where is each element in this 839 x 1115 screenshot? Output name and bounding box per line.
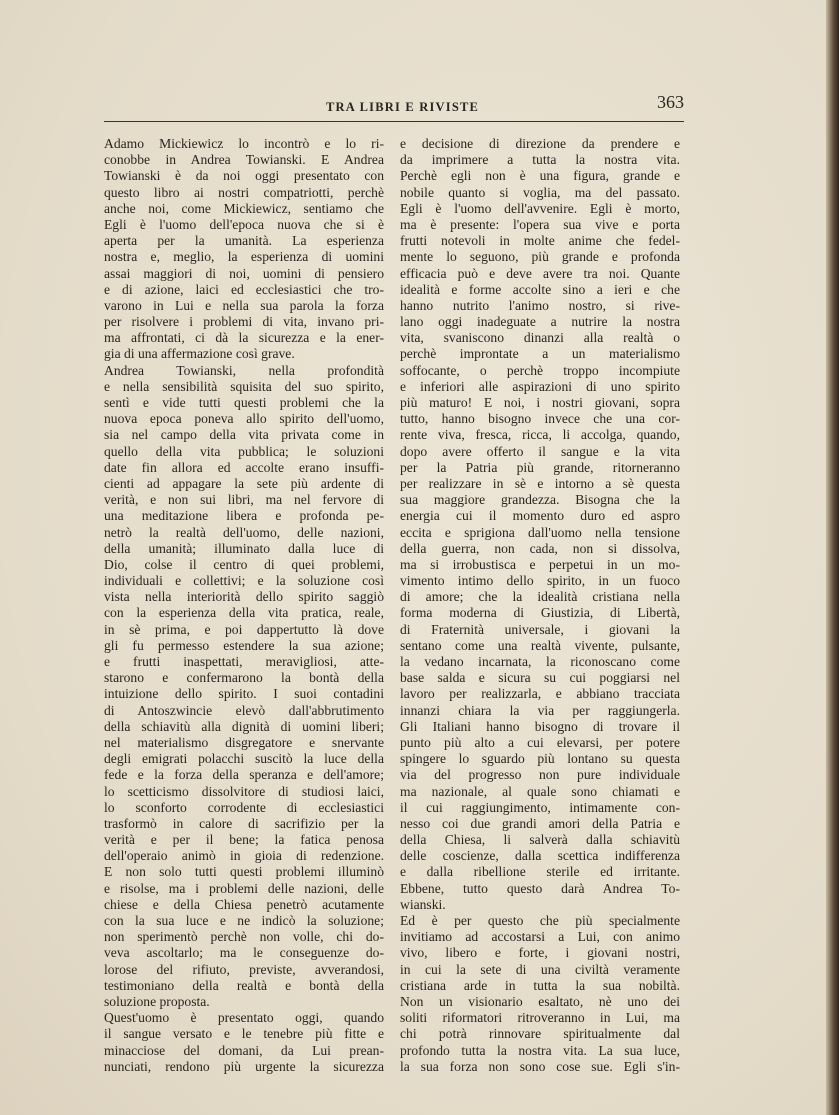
text-line: chiese e della Chiesa penetrò acutamente <box>104 896 384 912</box>
text-line: varono in Lui e nella sua parola la forza <box>104 297 384 313</box>
text-line: nesso coi due grandi amori della Patria e <box>400 815 680 831</box>
text-line: e di azione, laici ed ecclesiastici che tro- <box>104 281 384 297</box>
text-line: lo sconforto corrodente di ecclesiastici <box>104 799 384 815</box>
text-line: base salda e sicura su cui poggiarsi nel <box>400 670 680 686</box>
text-line: vita, svaniscono dinanzi alla realtà o <box>400 330 680 346</box>
text-line: di Antoszwincie elevò dall'abbrutimento <box>104 702 384 718</box>
text-line: sentano come una realtà vivente, pulsante, <box>400 637 680 653</box>
text-line: delle coscienze, dalla scettica indifferenza <box>400 848 680 864</box>
text-line: chi potrà rinnovare spiritualmente dal <box>400 1026 680 1042</box>
text-line: idealità e forme accolte sino a ieri e che <box>400 281 680 297</box>
text-line: cristiana arde in tutta la sua nobiltà. <box>400 977 680 993</box>
text-line: intuizione dello spirito. I suoi contadini <box>104 686 384 702</box>
text-line: e risolse, ma i problemi delle nazioni, delle <box>104 880 384 896</box>
text-line: sua maggiore grandezza. Bisogna che la <box>400 492 680 508</box>
text-line: Adamo Mickiewicz lo incontrò e lo ri- <box>104 136 384 151</box>
text-line: e dalla ribellione sterile ed irritante. <box>400 864 680 880</box>
text-line: da imprimere a tutta la nostra vita. <box>400 152 680 168</box>
text-line: wianski. <box>400 896 446 912</box>
text-line: veva ascoltarlo; ma le conseguenze do- <box>104 945 384 961</box>
text-line: profondo tutta la nostra vita. La sua luce, <box>400 1042 680 1058</box>
text-line: Egli è l'uomo dell'avvenire. Egli è morto, <box>400 200 680 216</box>
text-line: sia nel campo della vita privata come in <box>104 427 384 443</box>
left-column <box>104 136 384 1075</box>
text-line: gli fu permesso estendere la sua azione; <box>104 637 384 653</box>
text-line: e inferiori alle aspirazioni di uno spirito <box>400 378 680 394</box>
text-line: ma nazionale, al quale sono chiamati e <box>400 783 680 799</box>
text-line: starono e confermarono la bontà della <box>104 670 384 686</box>
text-line: in cui la sete di una civiltà veramente <box>400 961 680 977</box>
text-line: con la esperienza della vita pratica, reale, <box>104 605 384 621</box>
text-line: nunciati, rendono più urgente la sicurezza <box>104 1058 384 1074</box>
text-line: in sè prima, e poi dappertutto là dove <box>104 621 384 637</box>
text-line: della schiavitù alla dignità di uomini liberi; <box>104 718 384 734</box>
text-line: la vedano incarnata, la riconoscano come <box>400 654 680 669</box>
text-line: Dio, colse il centro di quei problemi, <box>104 556 384 572</box>
text-line: una meditazione libera e profonda pe- <box>104 508 384 524</box>
text-line: lavoro per realizzarla, e abbiano tracciata <box>400 686 680 702</box>
text-line: per realizzare in sè e intorno a sè questa <box>400 475 680 491</box>
text-line: anche noi, come Mickiewicz, sentiamo che <box>104 200 384 216</box>
text-line: della umanità; illuminato dalla luce di <box>104 540 384 556</box>
text-line: frutti notevoli in molte anime che fedel- <box>400 233 680 249</box>
text-line: aperta per la umanità. La esperienza <box>104 233 384 249</box>
text-line: gia di una affermazione così grave. <box>104 346 295 362</box>
text-line: quello della vita pubblica; le soluzioni <box>104 443 384 459</box>
text-line: Andrea Towianski, nella profondità <box>104 362 384 378</box>
text-line: lorose del rifiuto, previste, avverandosi, <box>104 961 384 977</box>
page-edge-shadow <box>826 0 839 1115</box>
text-line: mente lo seguono, più grande e profonda <box>400 249 680 265</box>
text-line: netrò la realtà dell'uomo, delle nazioni, <box>104 524 384 540</box>
text-line: sentì e vide tutti questi problemi che la <box>104 395 384 410</box>
text-line: verità, e non sui libri, ma nel fervore di <box>104 492 384 508</box>
text-line: Ed è per questo che più specialmente <box>400 913 680 928</box>
text-line: cienti ad appagare la sete più ardente di <box>104 475 384 491</box>
text-line: minacciose del domani, da Lui prean- <box>104 1042 384 1058</box>
text-line: spingere lo sguardo più lontano su questa <box>400 751 680 767</box>
text-line: per risolvere i problemi di vita, invano pri- <box>104 314 384 330</box>
text-line: nobile quanto si voglia, ma del passato. <box>400 184 680 200</box>
text-line: verità e per il bene; la fatica penosa <box>104 832 384 848</box>
text-line: più maturo! E noi, i nostri giovani, sopra <box>400 395 680 410</box>
text-line: lano oggi inadeguate a nutrire la nostra <box>400 314 680 330</box>
text-line: nostra e, meglio, la esperienza di uomini <box>104 249 384 265</box>
text-line: e frutti inaspettati, meravigliosi, atte- <box>104 654 384 669</box>
text-line: vimento intimo dello spirito, in un fuoco <box>400 573 680 589</box>
text-line: Perchè egli non è una figura, grande e <box>400 168 680 184</box>
text-line: della Chiesa, li salverà dalla schiavitù <box>400 832 680 848</box>
text-line: invitiamo ad accostarsi a Lui, con animo <box>400 929 680 945</box>
text-line: di Fraternità universale, i giovani la <box>400 621 680 637</box>
text-line: Quest'uomo è presentato oggi, quando <box>104 1010 384 1026</box>
text-line: della guerra, non cada, non si dissolva, <box>400 540 680 556</box>
text-line: e nella sensibilità squisita del suo spirito, <box>104 378 384 394</box>
text-line: ma si irrobustisca e perpetui in un mo- <box>400 556 680 572</box>
text-line: con la sua luce e ne indicò la soluzione; <box>104 913 384 928</box>
text-line: efficacia può e deve avere tra noi. Quante <box>400 265 680 281</box>
text-line: il sangue versato e le tenebre più fitte e <box>104 1026 384 1042</box>
text-line: hanno nutrito l'animo nostro, si rive- <box>400 297 680 313</box>
running-title: TRA LIBRI E RIVISTE <box>326 100 480 114</box>
text-line: testimoniano della realtà e bontà della <box>104 977 384 993</box>
text-line: ma affrontati, ci dà la sicurezza e la ener- <box>104 330 384 346</box>
text-line: di amore; che la idealità cristiana nella <box>400 589 680 605</box>
text-line: assai maggiori di noi, uomini di pensiero <box>104 265 384 281</box>
text-line: la sua forza non sono cose sue. Egli s'in- <box>400 1058 680 1074</box>
text-line: eccita e sprigiona dall'uomo nella tensione <box>400 524 680 540</box>
header-rule <box>104 121 684 122</box>
text-line: ma è presente: l'opera sua vive e porta <box>400 216 680 232</box>
text-line: e decisione di direzione da prendere e <box>400 136 680 151</box>
text-line: date fin allora ed accolte erano insuffi- <box>104 459 384 475</box>
text-line: soliti riformatori ritroveranno in Lui, ma <box>400 1010 680 1026</box>
text-line: dell'operaio animò in gioia di redenzione. <box>104 848 384 864</box>
text-line: nel materialismo disgregatore e snervante <box>104 734 384 750</box>
text-line: vista nella interiorità dello spirito saggiò <box>104 589 384 605</box>
text-line: perchè improntate a un materialismo <box>400 346 680 362</box>
text-line: Ebbene, tutto questo darà Andrea To- <box>400 880 680 896</box>
text-line: lo scetticismo dissolvitore di studiosi laici, <box>104 783 384 799</box>
text-line: il cui raggiungimento, intimamente con- <box>400 799 680 815</box>
text-line: soluzione proposta. <box>104 993 210 1009</box>
text-line: tutto, hanno bisogno invece che una cor- <box>400 411 680 427</box>
text-line: rente viva, fresca, ricca, li accolga, quando, <box>400 427 680 443</box>
text-line: trasformò in calore di sacrifizio per la <box>104 815 384 831</box>
text-line: Egli è l'uomo dell'epoca nuova che si è <box>104 216 384 232</box>
text-line: via del progresso non pure individuale <box>400 767 680 783</box>
text-line: degli emigrati polacchi suscitò la luce della <box>104 751 384 767</box>
text-line: punto più alto a cui elevarsi, per potere <box>400 734 680 750</box>
text-line: vivo, libero e forte, i giovani nostri, <box>400 945 680 961</box>
text-line: energia cui il momento duro ed aspro <box>400 508 680 524</box>
text-line: Towianski è da noi oggi presentato con <box>104 168 384 184</box>
text-line: soffocante, o perchè troppo incompiute <box>400 362 680 378</box>
text-line: per la Patria più grande, ritorneranno <box>400 459 680 475</box>
text-line: fede e la forza della speranza e dell'amore; <box>104 767 384 783</box>
text-line: nuova epoca poneva allo spirito dell'uomo, <box>104 411 384 427</box>
text-line: innanzi chiara la via per raggiungerla. <box>400 702 680 718</box>
text-line: non sperimentò perchè non volle, chi do- <box>104 929 384 945</box>
text-line: individuali e collettivi; e la soluzione così <box>104 573 384 589</box>
page-number: 363 <box>657 92 684 112</box>
right-column <box>400 136 680 1075</box>
page-header <box>104 92 684 118</box>
text-line: questo libro ai nostri compatriotti, perchè <box>104 184 384 200</box>
text-line: Non un visionario esaltato, nè uno dei <box>400 993 680 1009</box>
text-line: E non solo tutti questi problemi illuminò <box>104 864 384 880</box>
text-line: conobbe in Andrea Towianski. E Andrea <box>104 152 384 168</box>
text-line: forma moderna di Giustizia, di Libertà, <box>400 605 680 621</box>
text-line: Gli Italiani hanno bisogno di trovare il <box>400 718 680 734</box>
text-line: dopo avere offerto il sangue e la vita <box>400 443 680 459</box>
